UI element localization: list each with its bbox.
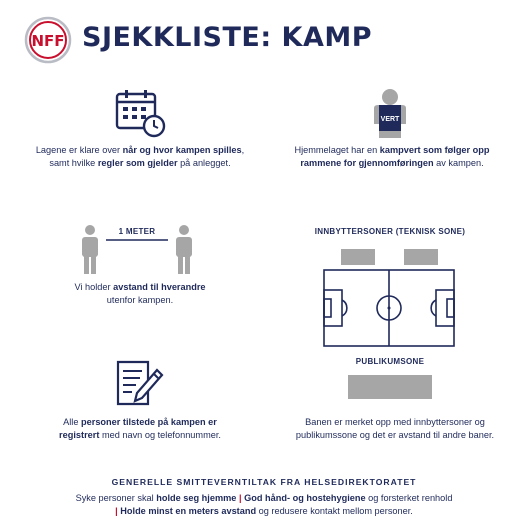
footer-heading: GENERELLE SMITTEVERNTILTAK FRA HELSEDIREKTORATET <box>111 477 417 487</box>
page-title: SJEKKLISTE: KAMP <box>82 22 373 53</box>
substitute-zone-header: INNBYTTERSONER (TEKNISK SONE) <box>314 227 466 236</box>
separator: | <box>238 493 242 503</box>
host-text: Hjemmelaget har en kampvert som følger opp rammene for gjennomføringen av kampen. <box>294 145 490 168</box>
substitute-zone-right <box>404 249 438 265</box>
schedule-text: Lagene er klare over når og hvor kampen spilles, samt hvilke regler som gjelder på anlegget. <box>35 145 245 168</box>
footer-text: Syke personer skal holde seg hjemme | God hånd- og hostehygiene og forsterket renhold | Holde minst en meters avstand og redusere kontakt mellom personer. <box>75 493 453 516</box>
nff-logo <box>24 16 72 64</box>
distance-label: 1 METER <box>118 227 156 236</box>
field-text: Banen er merket opp med innbyttersoner og publikumssone og det er avstand til andre baner. <box>295 417 495 440</box>
host-person-icon <box>370 88 410 138</box>
register-text: Alle personer tilstede på kampen er registrert med navn og telefonnummer. <box>59 417 221 440</box>
calendar-clock-icon <box>114 88 166 138</box>
logo-letters: NFF <box>31 32 65 50</box>
distance-text: Vi holder avstand til hverandre utenfor kampen. <box>74 282 206 305</box>
substitute-zone-left <box>341 249 375 265</box>
spectator-zone-header: PUBLIKUMSONE <box>355 357 425 366</box>
notepad-pen-icon <box>112 358 164 410</box>
spectator-zone <box>348 375 432 399</box>
separator: | <box>115 506 118 516</box>
football-field-icon <box>322 268 456 348</box>
host-badge: VERT <box>380 116 400 123</box>
